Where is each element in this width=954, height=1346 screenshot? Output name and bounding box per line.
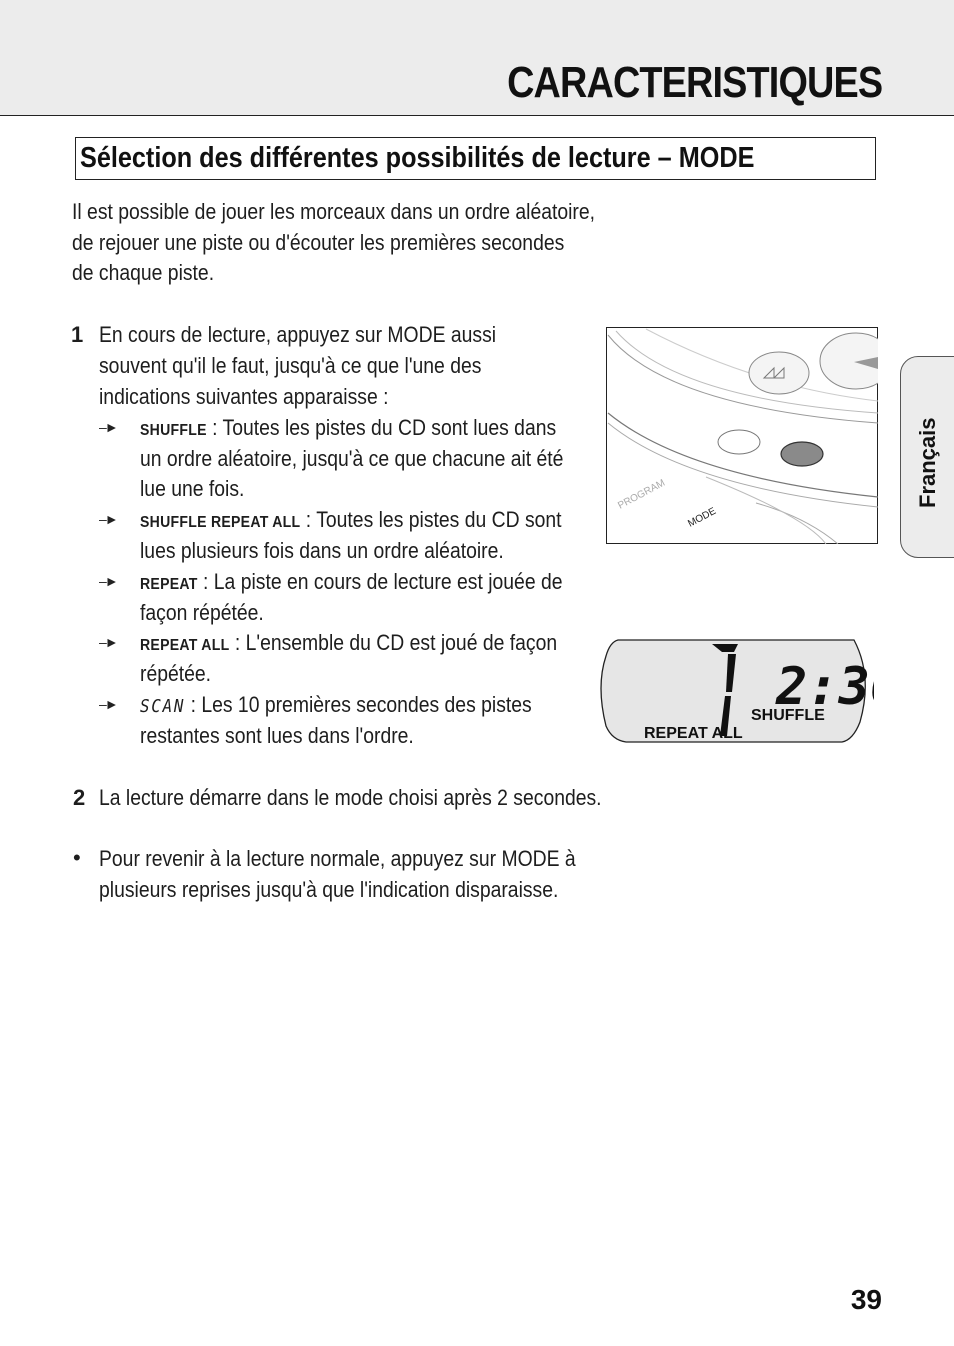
- arrow-icon: –►: [99, 419, 117, 435]
- option-label: REPEAT: [140, 576, 198, 593]
- option-repeat: [140, 566, 563, 600]
- page-number: 39: [850, 1284, 882, 1315]
- page-title: CARACTERISTIQUES: [506, 58, 882, 107]
- step-1-line-1: En cours de lecture, appuyez sur MODE aussi: [99, 322, 497, 347]
- step-1-line-2: souvent qu'il le faut, jusqu'à ce que l'une des: [99, 353, 482, 378]
- step-1-line-3: indications suivantes apparaisse :: [99, 384, 389, 409]
- program-label: PROGRAM: [616, 477, 668, 512]
- lcd-display-illustration: [598, 636, 874, 746]
- option-shuffle-cont-2: lue une fois.: [140, 476, 245, 501]
- step-2-number: 2: [73, 785, 86, 810]
- player-drawing: [606, 327, 878, 544]
- option-label-lcd: SCAN: [140, 696, 186, 717]
- arrow-icon: –►: [99, 511, 117, 527]
- lcd-shuffle-label: SHUFFLE: [751, 707, 825, 724]
- intro-line-3: de chaque piste.: [72, 260, 215, 285]
- intro-line-2: de rejouer une piste ou d'écouter les premières secondes: [72, 230, 565, 255]
- option-text: : Toutes les pistes du CD sont lues dans: [206, 415, 557, 440]
- lcd-drawing: [598, 636, 874, 746]
- option-text: : L'ensemble du CD est joué de façon: [229, 630, 558, 655]
- bullet-icon: •: [73, 845, 81, 870]
- arrow-icon: –►: [99, 696, 117, 712]
- lcd-repeat-label: REPEAT ALL: [644, 725, 743, 742]
- program-button: [718, 430, 760, 454]
- option-text: : Toutes les pistes du CD sont: [300, 507, 562, 532]
- option-label: SHUFFLE: [140, 422, 207, 439]
- option-repeat-all-cont: répétée.: [140, 661, 212, 686]
- step-1-number: 1: [71, 322, 84, 347]
- option-repeat-all: [140, 627, 557, 661]
- language-tab-label: Français: [915, 417, 940, 508]
- intro-line-1: Il est possible de jouer les morceaux dans un ordre aléatoire,: [72, 199, 596, 224]
- arrow-icon: –►: [99, 634, 117, 650]
- option-shuffle-cont-1: un ordre aléatoire, jusqu'à ce que chacune ait été: [140, 446, 564, 471]
- option-shuffle-repeat-all: [140, 504, 562, 538]
- option-repeat-cont: façon répétée.: [140, 600, 264, 625]
- option-text: : Les 10 premières secondes des pistes: [185, 692, 532, 717]
- mode-label: MODE: [686, 505, 718, 530]
- option-label: SHUFFLE REPEAT ALL: [140, 514, 301, 531]
- bullet-line-2: plusieurs reprises jusqu'à que l'indication disparaisse.: [99, 877, 559, 902]
- mode-button: [781, 442, 823, 466]
- step-2-text: La lecture démarre dans le mode choisi après 2 secondes.: [99, 785, 602, 810]
- option-label: REPEAT ALL: [140, 637, 230, 654]
- bullet-line-1: Pour revenir à la lecture normale, appuyez sur MODE à: [99, 846, 576, 871]
- section-title: Sélection des différentes possibilités de lecture – MODE: [80, 142, 755, 174]
- option-scan-cont: restantes sont lues dans l'ordre.: [140, 723, 414, 748]
- section-heading-box: [75, 137, 876, 180]
- arrow-icon: –►: [99, 573, 117, 589]
- option-shuffle: [140, 412, 556, 446]
- option-shuffle-repeat-all-cont: lues plusieurs fois dans un ordre aléatoire.: [140, 538, 504, 563]
- option-text: : La piste en cours de lecture est jouée de: [197, 569, 563, 594]
- player-illustration: [606, 327, 878, 544]
- lcd-time: 2:3: [776, 657, 870, 717]
- option-scan: [140, 689, 532, 722]
